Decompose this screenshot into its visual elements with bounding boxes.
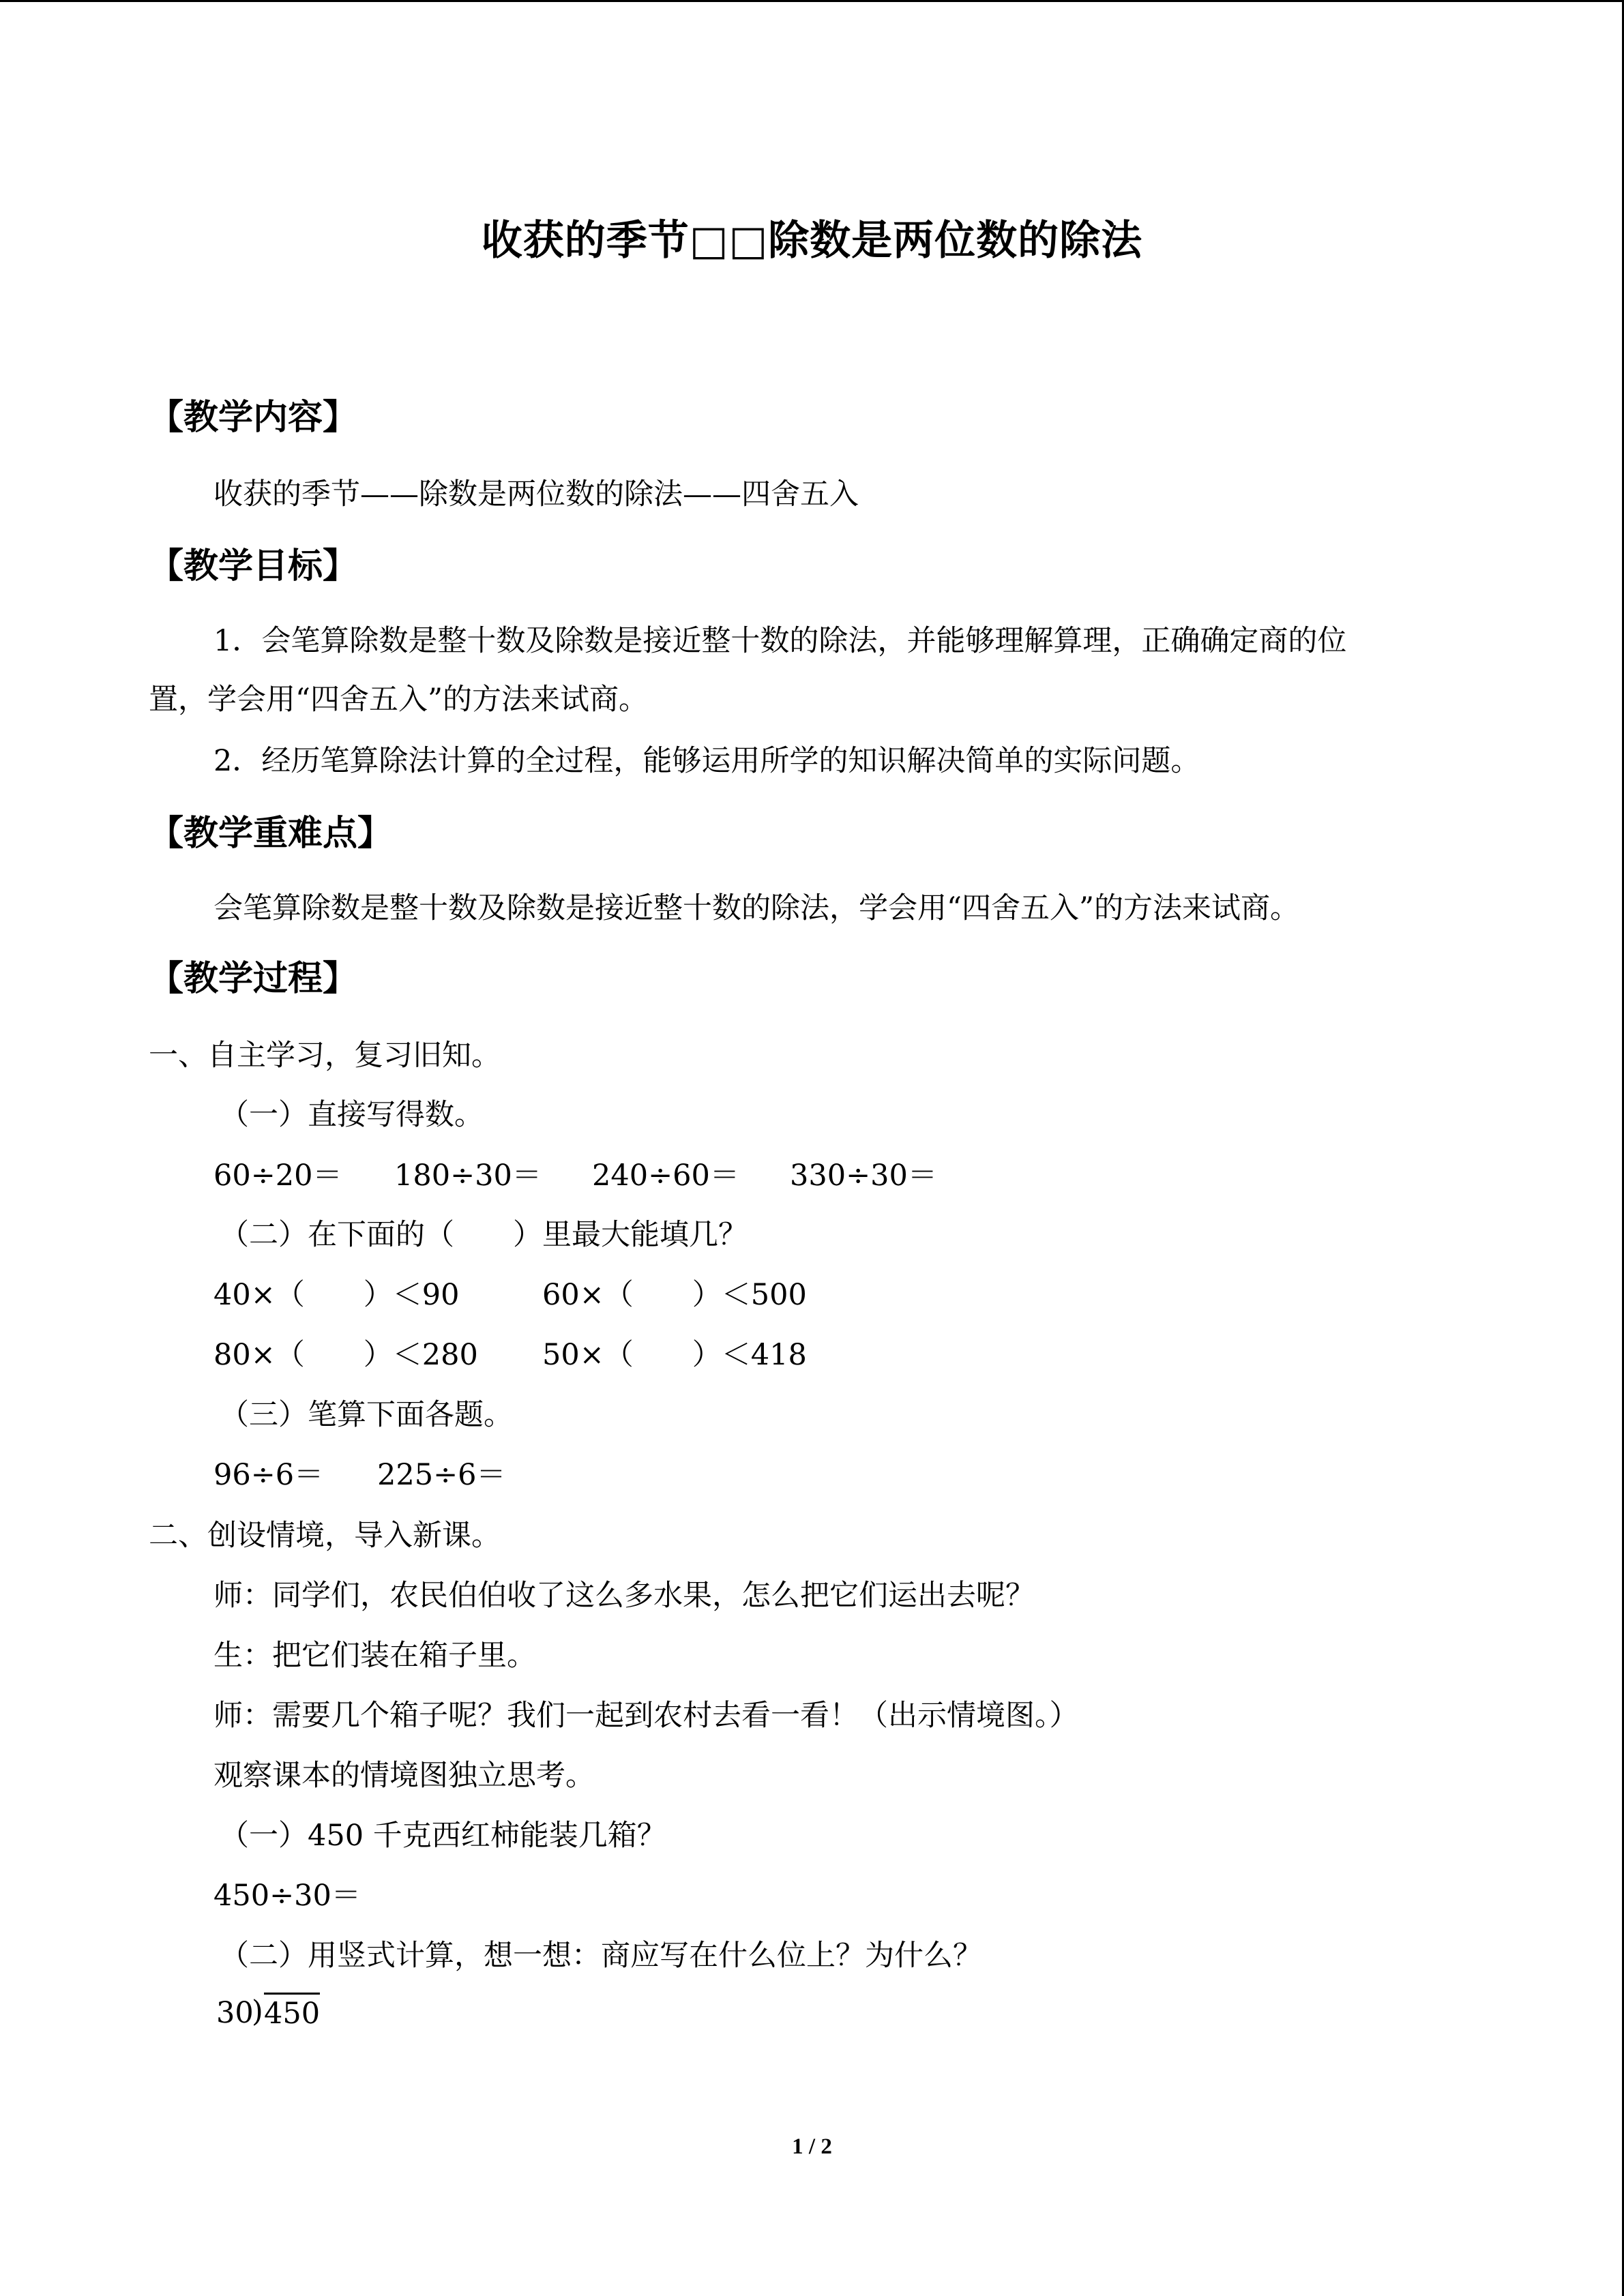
objective-1-line-2: 置，学会用“四舍五入”的方法来试商。: [149, 683, 648, 717]
heading-teaching-process: 【教学过程】: [149, 959, 358, 999]
part-1-question-3: （三）笔算下面各题。: [220, 1398, 513, 1432]
process-part-2-title: 二、创设情境，导入新课。: [149, 1519, 501, 1553]
heading-teaching-objectives: 【教学目标】: [149, 546, 358, 586]
objective-1-line-1: 1．会笔算除数是整十数及除数是接近整十数的除法，并能够理解算理，正确确定商的位: [213, 624, 1347, 658]
fill-blank-item: 40×（ ）＜90: [213, 1278, 460, 1312]
heading-key-points: 【教学重难点】: [149, 814, 393, 854]
part-2-expression: 450÷30＝: [213, 1879, 361, 1913]
part-1-question-2: （二）在下面的（ ）里最大能填几？: [220, 1218, 748, 1252]
fill-blank-item: 50×（ ）＜418: [542, 1338, 807, 1372]
fill-blank-item: 60×（ ）＜500: [542, 1278, 807, 1312]
calc-item: 60÷20＝: [213, 1159, 342, 1193]
part-2-question-1: （一）450 千克西红柿能装几箱？: [220, 1819, 666, 1853]
process-part-1-title: 一、自主学习，复习旧知。: [149, 1039, 501, 1073]
calc-item: 330÷30＝: [790, 1159, 937, 1193]
calc-item: 96÷6＝: [213, 1458, 324, 1492]
document-title: 收获的季节□□除数是两位数的除法: [481, 217, 1143, 265]
long-division-divisor: 30: [216, 1996, 254, 2030]
long-division-dividend: 450: [264, 1993, 320, 2033]
key-points-text: 会笔算除数是整十数及除数是接近整十数的除法，学会用“四舍五入”的方法来试商。: [213, 891, 1299, 925]
fill-blank-item: 80×（ ）＜280: [213, 1338, 478, 1372]
part-2-question-2: （二）用竖式计算，想一想：商应写在什么位上？为什么？: [220, 1939, 982, 1973]
teacher-line-2: 师：需要几个箱子呢？我们一起到农村去看一看！（出示情境图。）: [213, 1699, 1079, 1733]
teaching-content-text: 收获的季节——除数是两位数的除法——四舍五入: [213, 477, 859, 511]
calc-item: 180÷30＝: [394, 1159, 542, 1193]
calc-item: 240÷60＝: [592, 1159, 739, 1193]
long-division-bracket: ): [252, 1995, 263, 2029]
heading-teaching-content: 【教学内容】: [149, 398, 358, 438]
student-line-1: 生：把它们装在箱子里。: [213, 1639, 536, 1673]
calc-item: 225÷6＝: [377, 1458, 506, 1492]
teacher-line-1: 师：同学们，农民伯伯收了这么多水果，怎么把它们运出去呢？: [213, 1579, 1035, 1613]
observe-line: 观察课本的情境图独立思考。: [213, 1759, 595, 1793]
part-1-question-1: （一）直接写得数。: [220, 1098, 484, 1132]
objective-2: 2．经历笔算除法计算的全过程，能够运用所学的知识解决简单的实际问题。: [213, 744, 1200, 778]
page-number: 1 / 2: [792, 2134, 832, 2159]
